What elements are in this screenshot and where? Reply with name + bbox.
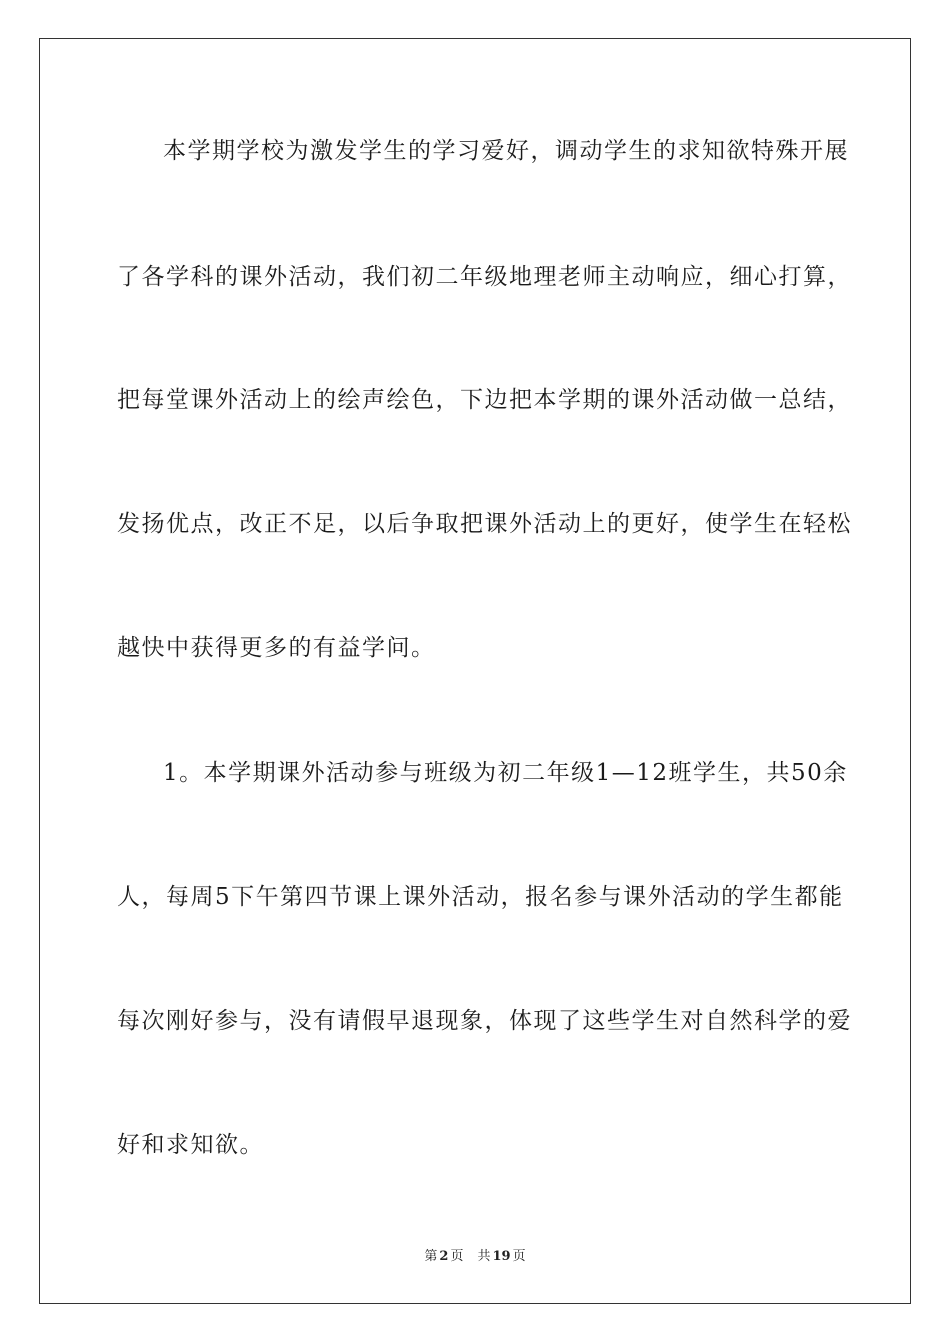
paragraph-line: 本学期学校为激发学生的学习爱好，调动学生的求知欲特殊开展 [163,138,849,164]
page-prefix: 第 [424,1249,438,1264]
paragraph-line: 人，每周5下午第四节课上课外活动，报名参与课外活动的学生都能 [117,884,844,910]
paragraph-line: 把每堂课外活动上的绘声绘色，下边把本学期的课外活动做一总结， [117,387,852,413]
total-suffix: 页 [512,1249,526,1264]
total-prefix: 共 [477,1249,491,1264]
paragraph-line: 越快中获得更多的有益学问。 [117,635,436,661]
paragraph-line: 每次刚好参与，没有请假早退现象，体现了这些学生对自然科学的爱 [117,1008,852,1034]
paragraph-line: 1。本学期课外活动参与班级为初二年级1—12班学生，共50余 [163,760,848,786]
paragraph-line: 了各学科的课外活动，我们初二年级地理老师主动响应，细心打算， [117,264,852,290]
total-page-number: 19 [492,1249,511,1264]
current-page-number: 2 [439,1249,449,1264]
paragraph-line: 发扬优点，改正不足，以后争取把课外活动上的更好，使学生在轻松 [117,511,852,537]
page-footer [0,1248,950,1266]
page-border [39,38,911,1304]
paragraph-line: 好和求知欲。 [117,1132,264,1158]
page-suffix: 页 [450,1249,464,1264]
